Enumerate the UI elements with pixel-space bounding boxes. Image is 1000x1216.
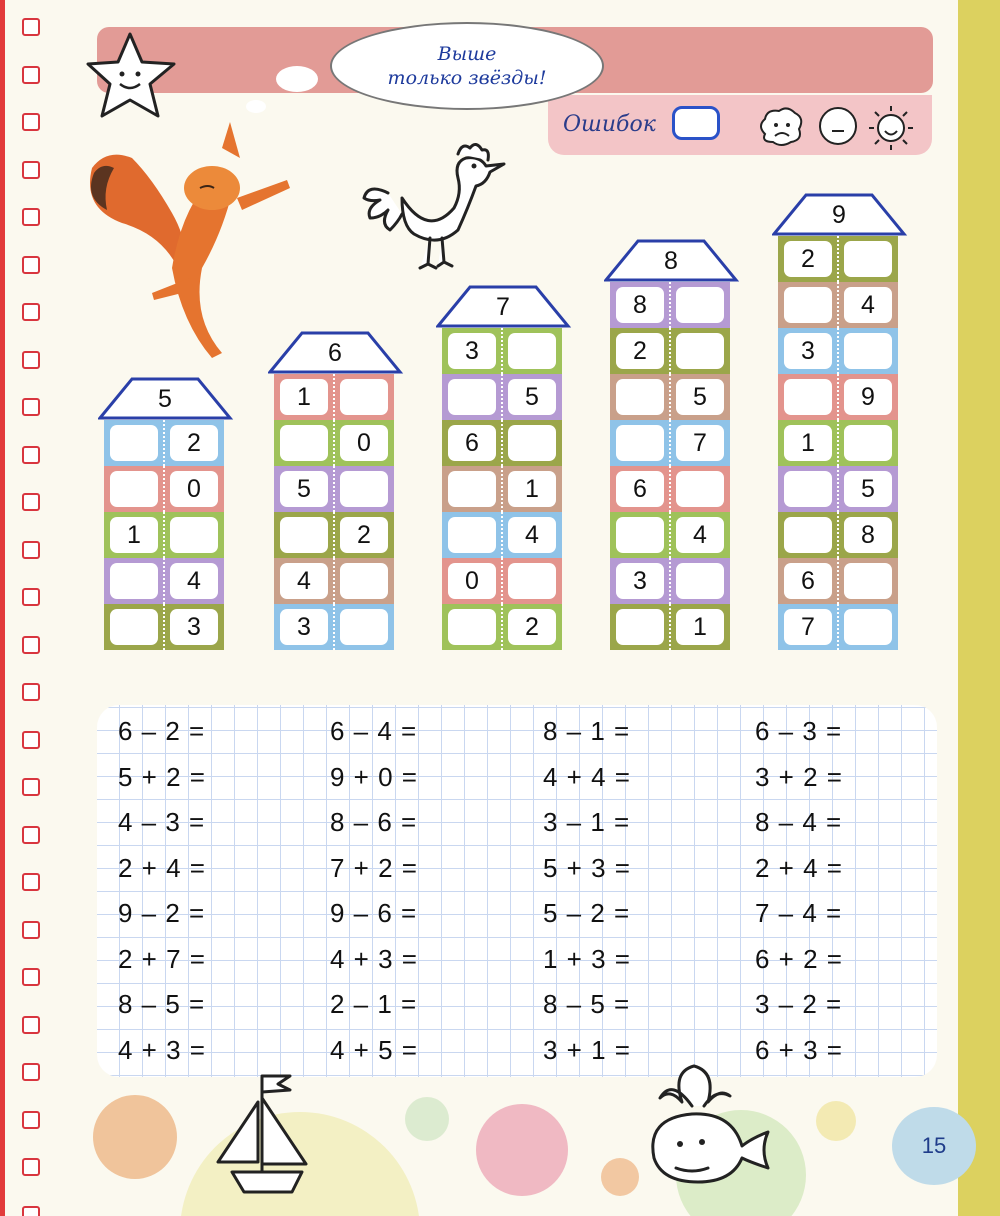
answer-box[interactable] [448, 471, 496, 507]
house-floor [778, 328, 898, 374]
math-exercise[interactable]: 9 – 6 = [330, 898, 418, 928]
binder-hole [22, 636, 40, 654]
house-floor [274, 420, 394, 466]
binder-hole [22, 826, 40, 844]
house-floor [610, 558, 730, 604]
binder-hole [22, 873, 40, 891]
house-floor [104, 466, 224, 512]
house-floor [442, 558, 562, 604]
answer-box[interactable] [448, 379, 496, 415]
house-floor [442, 512, 562, 558]
floor-divider [501, 558, 505, 604]
house-floor [104, 604, 224, 650]
house-floor [610, 282, 730, 328]
number-house [604, 237, 726, 650]
math-exercise[interactable]: 6 + 2 = [755, 943, 843, 974]
number-box: 7 [676, 425, 724, 461]
answer-box[interactable] [110, 471, 158, 507]
floor-divider [333, 558, 337, 604]
answer-box[interactable] [110, 609, 158, 645]
math-exercise[interactable]: 3 – 2 = [755, 989, 843, 1019]
math-exercise[interactable]: 4 + 5 = [330, 1034, 418, 1065]
binder-hole [22, 1206, 40, 1216]
floor-divider [669, 420, 673, 466]
floor-divider [163, 558, 167, 604]
answer-box[interactable] [676, 563, 724, 599]
answer-box[interactable] [508, 333, 556, 369]
binder-hole [22, 493, 40, 511]
floor-divider [333, 420, 337, 466]
number-box: 3 [448, 333, 496, 369]
floor-divider [163, 604, 167, 650]
errors-count-box[interactable] [672, 106, 720, 140]
floor-divider [501, 374, 505, 420]
decor-circle [476, 1104, 568, 1196]
house-floor [274, 512, 394, 558]
floor-divider [669, 512, 673, 558]
answer-box[interactable] [676, 471, 724, 507]
binder-hole [22, 208, 40, 226]
house-number: 6 [328, 339, 342, 367]
answer-box[interactable] [616, 517, 664, 553]
answer-box[interactable] [448, 609, 496, 645]
floor-divider [837, 466, 841, 512]
math-exercise[interactable]: 8 – 6 = [330, 807, 418, 837]
answer-box[interactable] [280, 517, 328, 553]
binder-hole [22, 588, 40, 606]
floor-divider [837, 558, 841, 604]
floor-divider [163, 466, 167, 512]
answer-box[interactable] [844, 563, 892, 599]
page-edge-strip [958, 0, 1000, 1216]
house-floor [778, 604, 898, 650]
house-floor [778, 420, 898, 466]
number-box: 0 [170, 471, 218, 507]
floor-divider [837, 328, 841, 374]
answer-box[interactable] [676, 287, 724, 323]
house-number: 7 [496, 293, 510, 321]
answer-box[interactable] [280, 425, 328, 461]
math-exercise[interactable]: 9 + 0 = [330, 761, 418, 792]
house-floor [778, 282, 898, 328]
binder-hole [22, 968, 40, 986]
house-floor [610, 420, 730, 466]
number-box: 2 [340, 517, 388, 553]
floor-divider [501, 420, 505, 466]
binder-hole [22, 351, 40, 369]
house-floor [778, 512, 898, 558]
floor-divider [501, 466, 505, 512]
answer-box[interactable] [170, 517, 218, 553]
page-number: 15 [892, 1107, 976, 1185]
binder-hole [22, 18, 40, 36]
binder-hole [22, 541, 40, 559]
math-exercise[interactable]: 6 – 4 = [330, 716, 418, 746]
math-exercise[interactable]: 5 – 2 = [543, 898, 631, 928]
floor-divider [501, 512, 505, 558]
floor-divider [669, 282, 673, 328]
floor-divider [669, 558, 673, 604]
math-exercise[interactable]: 5 + 3 = [543, 852, 631, 883]
binder-hole [22, 161, 40, 179]
math-exercise[interactable]: 6 – 2 = [118, 716, 206, 746]
number-house [98, 375, 220, 650]
floor-divider [501, 604, 505, 650]
number-box: 8 [616, 287, 664, 323]
binder-hole [22, 113, 40, 131]
house-floor [610, 604, 730, 650]
number-box: 6 [616, 471, 664, 507]
binder-hole [22, 256, 40, 274]
house-floor [274, 466, 394, 512]
house-floor [104, 420, 224, 466]
binder-holes [22, 18, 46, 1208]
number-box: 8 [844, 517, 892, 553]
floor-divider [669, 328, 673, 374]
house-floor [778, 466, 898, 512]
math-exercise[interactable]: 4 + 3 = [330, 943, 418, 974]
math-exercise[interactable]: 2 + 4 = [118, 852, 206, 883]
house-floor [610, 328, 730, 374]
number-box: 1 [110, 517, 158, 553]
math-exercise[interactable]: 8 – 4 = [755, 807, 843, 837]
floor-divider [333, 466, 337, 512]
answer-box[interactable] [784, 517, 832, 553]
errors-label: Ошибок [563, 112, 656, 137]
answer-box[interactable] [784, 379, 832, 415]
page-margin-line [0, 0, 5, 1216]
binder-hole [22, 1158, 40, 1176]
house-floor [274, 558, 394, 604]
binder-hole [22, 66, 40, 84]
binder-hole [22, 398, 40, 416]
answer-box[interactable] [616, 609, 664, 645]
house-floor [442, 466, 562, 512]
house-number: 9 [832, 201, 846, 229]
number-box: 3 [784, 333, 832, 369]
thought-bubble-tiny [246, 100, 266, 113]
answer-box[interactable] [340, 609, 388, 645]
binder-hole [22, 1016, 40, 1034]
house-floor [778, 236, 898, 282]
number-box: 1 [508, 471, 556, 507]
house-floor [442, 328, 562, 374]
cloud-text-line2: только звёзды! [387, 67, 547, 89]
number-box: 4 [508, 517, 556, 553]
answer-box[interactable] [844, 333, 892, 369]
floor-divider [501, 328, 505, 374]
number-box: 3 [280, 609, 328, 645]
neutral-face-icon[interactable] [815, 104, 861, 148]
math-exercise[interactable]: 8 – 5 = [118, 989, 206, 1019]
cloud-text-line1: Выше [437, 43, 497, 65]
math-exercise[interactable]: 4 – 3 = [118, 807, 206, 837]
house-floor [442, 374, 562, 420]
math-exercise[interactable]: 9 – 2 = [118, 898, 206, 928]
answer-box[interactable] [616, 379, 664, 415]
answer-box[interactable] [340, 471, 388, 507]
binder-hole [22, 1063, 40, 1081]
number-box: 6 [448, 425, 496, 461]
math-exercise[interactable]: 3 – 1 = [543, 807, 631, 837]
number-box: 1 [676, 609, 724, 645]
house-floor [778, 374, 898, 420]
number-box: 0 [448, 563, 496, 599]
number-box: 1 [280, 379, 328, 415]
math-exercise[interactable]: 4 + 3 = [118, 1034, 206, 1065]
math-exercise[interactable]: 4 + 4 = [543, 761, 631, 792]
math-exercise[interactable]: 8 – 1 = [543, 716, 631, 746]
floor-divider [837, 282, 841, 328]
number-box: 4 [280, 563, 328, 599]
whale-illustration [642, 1058, 776, 1190]
decor-circle [816, 1101, 856, 1141]
number-house [268, 329, 390, 650]
binder-hole [22, 1111, 40, 1129]
math-exercise[interactable]: 6 + 3 = [755, 1034, 843, 1065]
number-box: 2 [616, 333, 664, 369]
number-house [436, 283, 558, 650]
house-floor [104, 512, 224, 558]
math-exercise[interactable]: 2 + 4 = [755, 852, 843, 883]
binder-hole [22, 683, 40, 701]
house-floor [610, 466, 730, 512]
house-floor [274, 604, 394, 650]
answer-box[interactable] [340, 379, 388, 415]
house-number: 5 [158, 385, 172, 413]
answer-box[interactable] [844, 425, 892, 461]
answer-box[interactable] [784, 287, 832, 323]
floor-divider [669, 374, 673, 420]
floor-divider [669, 466, 673, 512]
number-box: 6 [784, 563, 832, 599]
number-box: 5 [676, 379, 724, 415]
house-floor [610, 374, 730, 420]
floor-divider [163, 420, 167, 466]
sad-face-icon[interactable] [755, 104, 807, 148]
math-exercise[interactable]: 5 + 2 = [118, 761, 206, 792]
number-box: 5 [508, 379, 556, 415]
house-floor [442, 420, 562, 466]
number-box: 3 [170, 609, 218, 645]
house-number: 8 [664, 247, 678, 275]
math-exercise[interactable]: 8 – 5 = [543, 989, 631, 1019]
floor-divider [837, 512, 841, 558]
number-box: 2 [784, 241, 832, 277]
decor-circle [405, 1097, 449, 1141]
math-exercise[interactable]: 2 – 1 = [330, 989, 418, 1019]
math-exercise[interactable]: 7 – 4 = [755, 898, 843, 928]
house-floor [442, 604, 562, 650]
binder-hole [22, 446, 40, 464]
floor-divider [837, 420, 841, 466]
happy-sun-icon[interactable] [866, 104, 916, 152]
number-box: 2 [170, 425, 218, 461]
binder-hole [22, 303, 40, 321]
thought-bubble-small [276, 66, 318, 92]
answer-box[interactable] [448, 517, 496, 553]
answer-box[interactable] [508, 425, 556, 461]
binder-hole [22, 921, 40, 939]
floor-divider [333, 512, 337, 558]
squirrel-illustration [72, 118, 302, 363]
number-box: 7 [784, 609, 832, 645]
floor-divider [837, 374, 841, 420]
number-box: 2 [508, 609, 556, 645]
math-exercise[interactable]: 3 + 2 = [755, 761, 843, 792]
number-house [772, 191, 894, 650]
math-exercise[interactable]: 1 + 3 = [543, 943, 631, 974]
thought-cloud [330, 22, 604, 110]
floor-divider [837, 236, 841, 282]
number-box: 5 [844, 471, 892, 507]
floor-divider [163, 512, 167, 558]
binder-hole [22, 731, 40, 749]
answer-box[interactable] [844, 609, 892, 645]
math-exercise[interactable]: 3 + 1 = [543, 1034, 631, 1065]
math-exercise[interactable]: 6 – 3 = [755, 716, 843, 746]
number-box: 1 [784, 425, 832, 461]
decor-circle [93, 1095, 177, 1179]
number-box: 3 [616, 563, 664, 599]
number-box: 4 [676, 517, 724, 553]
answer-box[interactable] [508, 563, 556, 599]
house-floor [104, 558, 224, 604]
floor-divider [669, 604, 673, 650]
binder-hole [22, 778, 40, 796]
number-box: 4 [170, 563, 218, 599]
sailboat-illustration [210, 1068, 320, 1200]
math-exercise[interactable]: 7 + 2 = [330, 852, 418, 883]
number-box: 0 [340, 425, 388, 461]
house-floor [610, 512, 730, 558]
floor-divider [837, 604, 841, 650]
floor-divider [333, 374, 337, 420]
number-box: 4 [844, 287, 892, 323]
house-floor [778, 558, 898, 604]
answer-box[interactable] [110, 425, 158, 461]
math-exercise[interactable]: 2 + 7 = [118, 943, 206, 974]
answer-box[interactable] [110, 563, 158, 599]
floor-divider [333, 604, 337, 650]
number-box: 5 [280, 471, 328, 507]
answer-box[interactable] [784, 471, 832, 507]
number-box: 9 [844, 379, 892, 415]
answer-box[interactable] [676, 333, 724, 369]
answer-box[interactable] [616, 425, 664, 461]
answer-box[interactable] [844, 241, 892, 277]
smiling-star-icon [82, 28, 182, 124]
rooster-illustration [358, 138, 508, 273]
answer-box[interactable] [340, 563, 388, 599]
house-floor [274, 374, 394, 420]
decor-circle [601, 1158, 639, 1196]
